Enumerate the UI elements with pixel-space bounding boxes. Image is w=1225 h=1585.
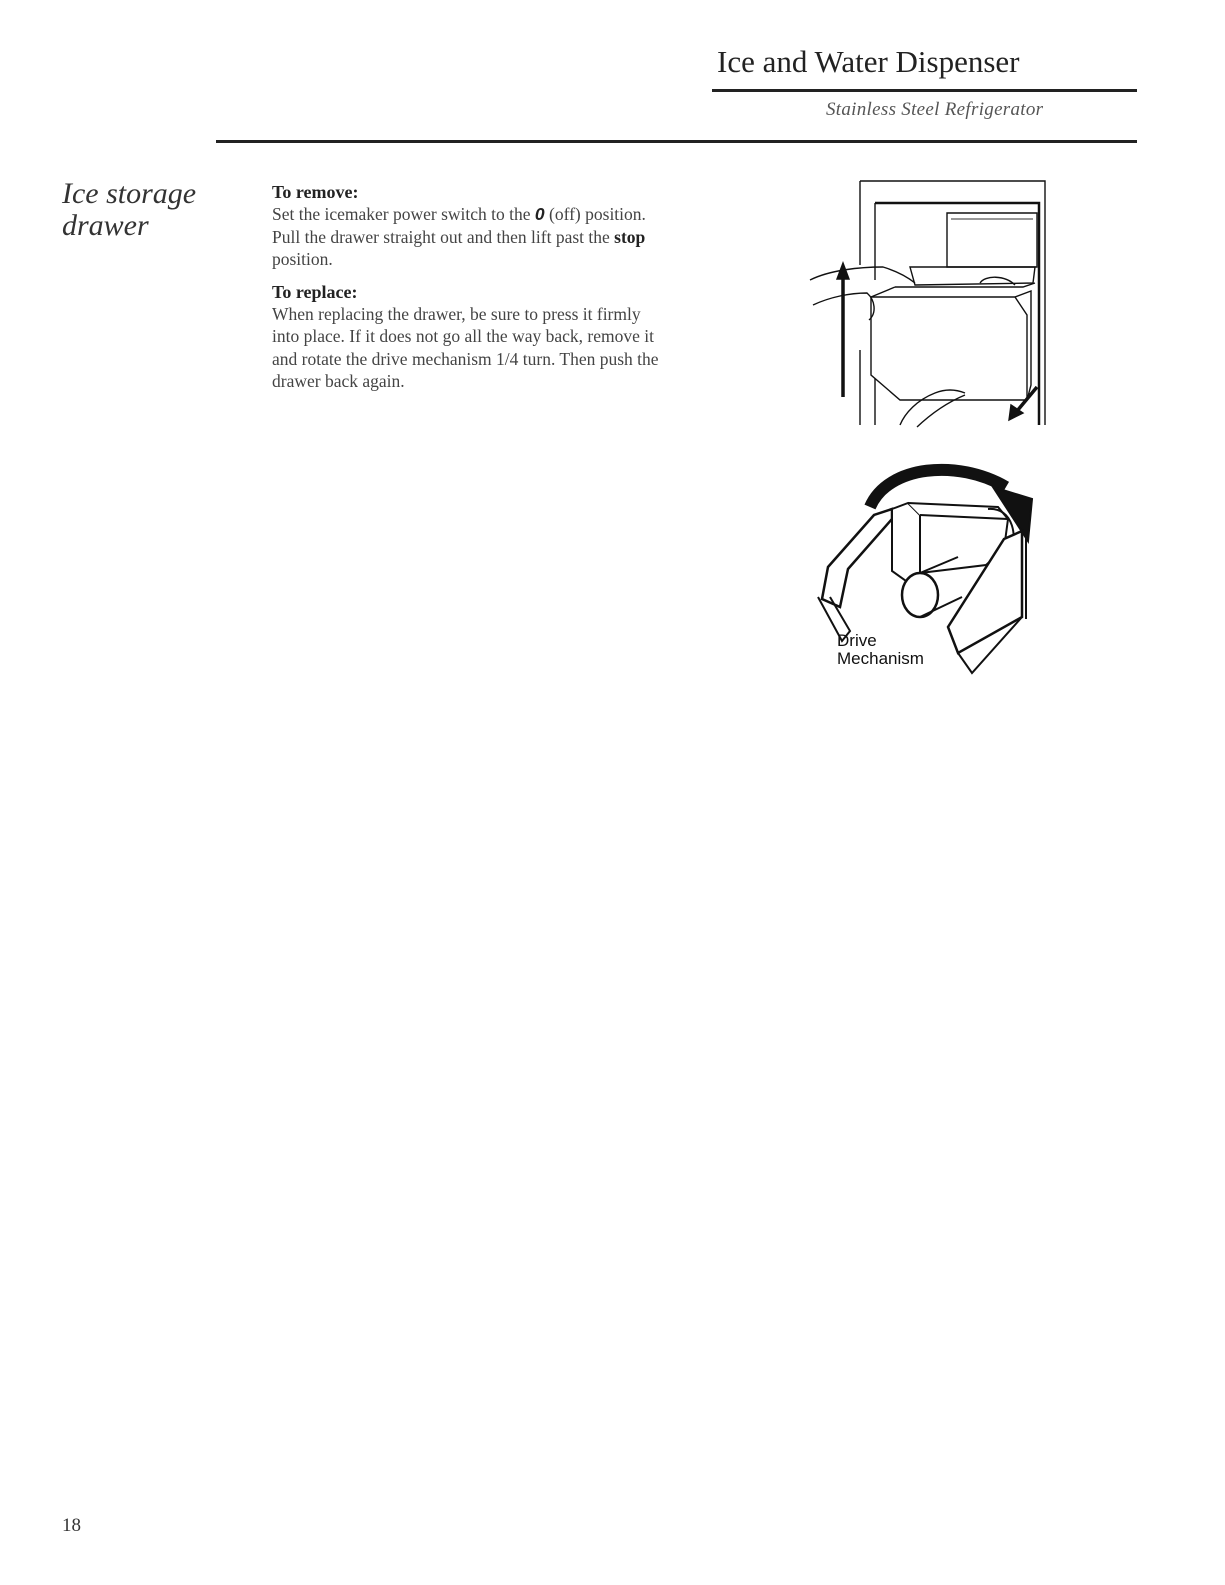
remove-text-2: (off) position. Pull the drawer straight out and then lift past the bbox=[272, 204, 646, 247]
drive-mechanism-label bbox=[837, 632, 924, 668]
remove-paragraph bbox=[272, 203, 662, 271]
instructions bbox=[272, 181, 662, 393]
replace-heading: To replace: bbox=[272, 281, 358, 302]
upper-bin bbox=[947, 213, 1037, 267]
section-heading-line1: Ice storage bbox=[62, 177, 197, 210]
page-number: 18 bbox=[62, 1515, 81, 1536]
page-title: Ice and Water Dispenser bbox=[717, 44, 1020, 79]
remove-text-3: position. bbox=[272, 249, 333, 269]
section-heading bbox=[62, 178, 196, 242]
replace-paragraph: When replacing the drawer, be sure to press it firmly into place. If it does not go all the way back, remove it and rotate the drive mechanism 1/4 turn. Then push the drawer back again. bbox=[272, 303, 659, 391]
header-divider bbox=[712, 89, 1137, 92]
rotation-arrow-arc bbox=[870, 470, 1006, 507]
left-paddle bbox=[822, 509, 892, 607]
right-paddle bbox=[948, 531, 1022, 653]
drawer-top bbox=[910, 267, 1035, 285]
upper-hand bbox=[810, 267, 915, 283]
center-hub bbox=[892, 503, 920, 581]
off-switch-symbol: 0 bbox=[534, 204, 545, 224]
section-divider bbox=[216, 140, 1137, 143]
drive-label-line2: Mechanism bbox=[837, 649, 924, 668]
page-subtitle: Stainless Steel Refrigerator bbox=[826, 99, 1044, 120]
remove-text-1: Set the icemaker power switch to the bbox=[272, 204, 535, 224]
drawer-illustration bbox=[805, 175, 1060, 437]
remove-heading: To remove: bbox=[272, 182, 359, 202]
section-heading-line2: drawer bbox=[62, 209, 149, 242]
ice-drawer bbox=[871, 297, 1027, 400]
drive-label-line1: Drive bbox=[837, 631, 877, 650]
stop-word: stop bbox=[614, 226, 646, 247]
